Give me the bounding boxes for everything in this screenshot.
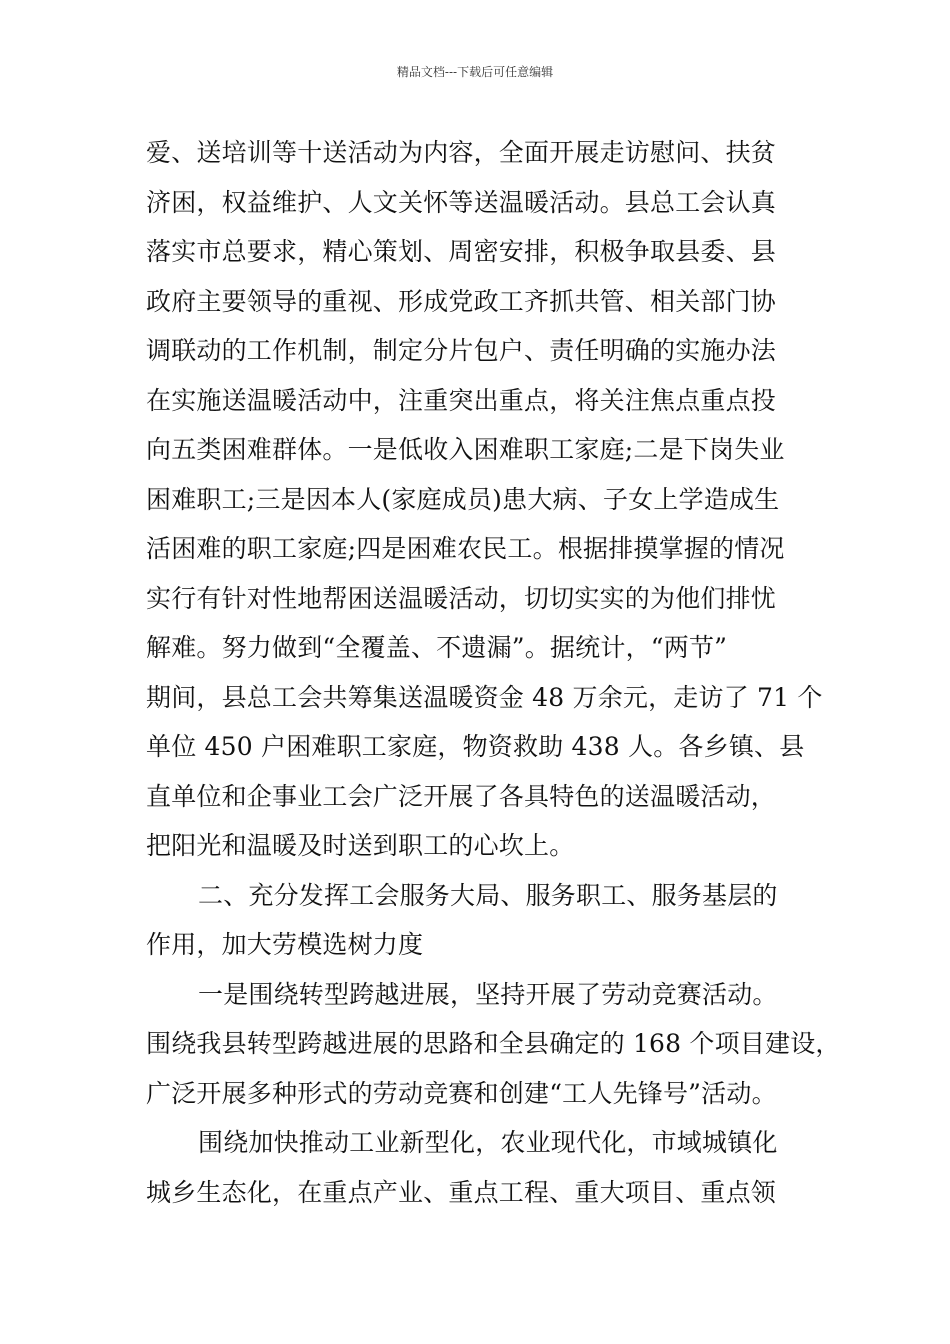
text-line: 在实施送温暖活动中，注重突出重点，将关注焦点重点投 bbox=[146, 385, 777, 415]
text-line: 城乡生态化，在重点产业、重点工程、重大项目、重点领 bbox=[146, 1177, 777, 1207]
text-line: 济困，权益维护、人文关怀等送温暖活动。县总工会认真 bbox=[146, 187, 777, 217]
page-header: 精品文档---下载后可任意编辑 bbox=[396, 65, 554, 79]
text-line: 政府主要领导的重视、形成党政工齐抓共管、相关部门协 bbox=[146, 286, 777, 316]
text-line: 实行有针对性地帮困送温暖活动，切切实实的为他们排忧 bbox=[146, 583, 777, 613]
text-line: 活困难的职工家庭;四是困难农民工。根据排摸掌握的情况 bbox=[146, 534, 785, 563]
text-line: 把阳光和温暖及时送到职工的心坎上。 bbox=[146, 831, 575, 860]
paragraph-first-line: 一是围绕转型跨越进展，坚持开展了劳动竞赛活动。 bbox=[198, 979, 778, 1009]
text-line: 广泛开展多种形式的劳动竞赛和创建“工人先锋号”活动。 bbox=[146, 1078, 777, 1108]
text-line: 期间，县总工会共筹集送温暖资金 48 万余元，走访了 71 个 bbox=[146, 682, 823, 712]
text-line: 解难。努力做到“全覆盖、不遗漏”。据统计，“两节” bbox=[146, 633, 728, 662]
text-line: 向五类困难群体。一是低收入困难职工家庭;二是下岗失业 bbox=[146, 435, 785, 464]
text-line: 围绕我县转型跨越进展的思路和全县确定的 168 个项目建设， bbox=[146, 1029, 841, 1058]
section-heading-line: 二、充分发挥工会服务大局、服务职工、服务基层的 bbox=[198, 880, 778, 910]
paragraph-first-line: 围绕加快推动工业新型化，农业现代化，市域城镇化 bbox=[198, 1128, 778, 1157]
text-line: 直单位和企事业工会广泛开展了各具特色的送温暖活动， bbox=[146, 781, 777, 811]
text-line: 调联动的工作机制，制定分片包户、责任明确的实施办法 bbox=[146, 336, 777, 365]
text-line: 单位 450 户困难职工家庭，物资救助 438 人。各乡镇、县 bbox=[146, 732, 805, 761]
text-line: 落实市总要求，精心策划、周密安排，积极争取县委、县 bbox=[146, 237, 777, 266]
document-body bbox=[146, 128, 841, 1217]
text-line: 困难职工;三是因本人(家庭成员)患大病、子女上学造成生 bbox=[146, 484, 780, 514]
text-line: 爱、送培训等十送活动为内容，全面开展走访慰问、扶贫 bbox=[146, 138, 777, 167]
section-heading-line: 作用，加大劳模选树力度 bbox=[146, 930, 424, 959]
